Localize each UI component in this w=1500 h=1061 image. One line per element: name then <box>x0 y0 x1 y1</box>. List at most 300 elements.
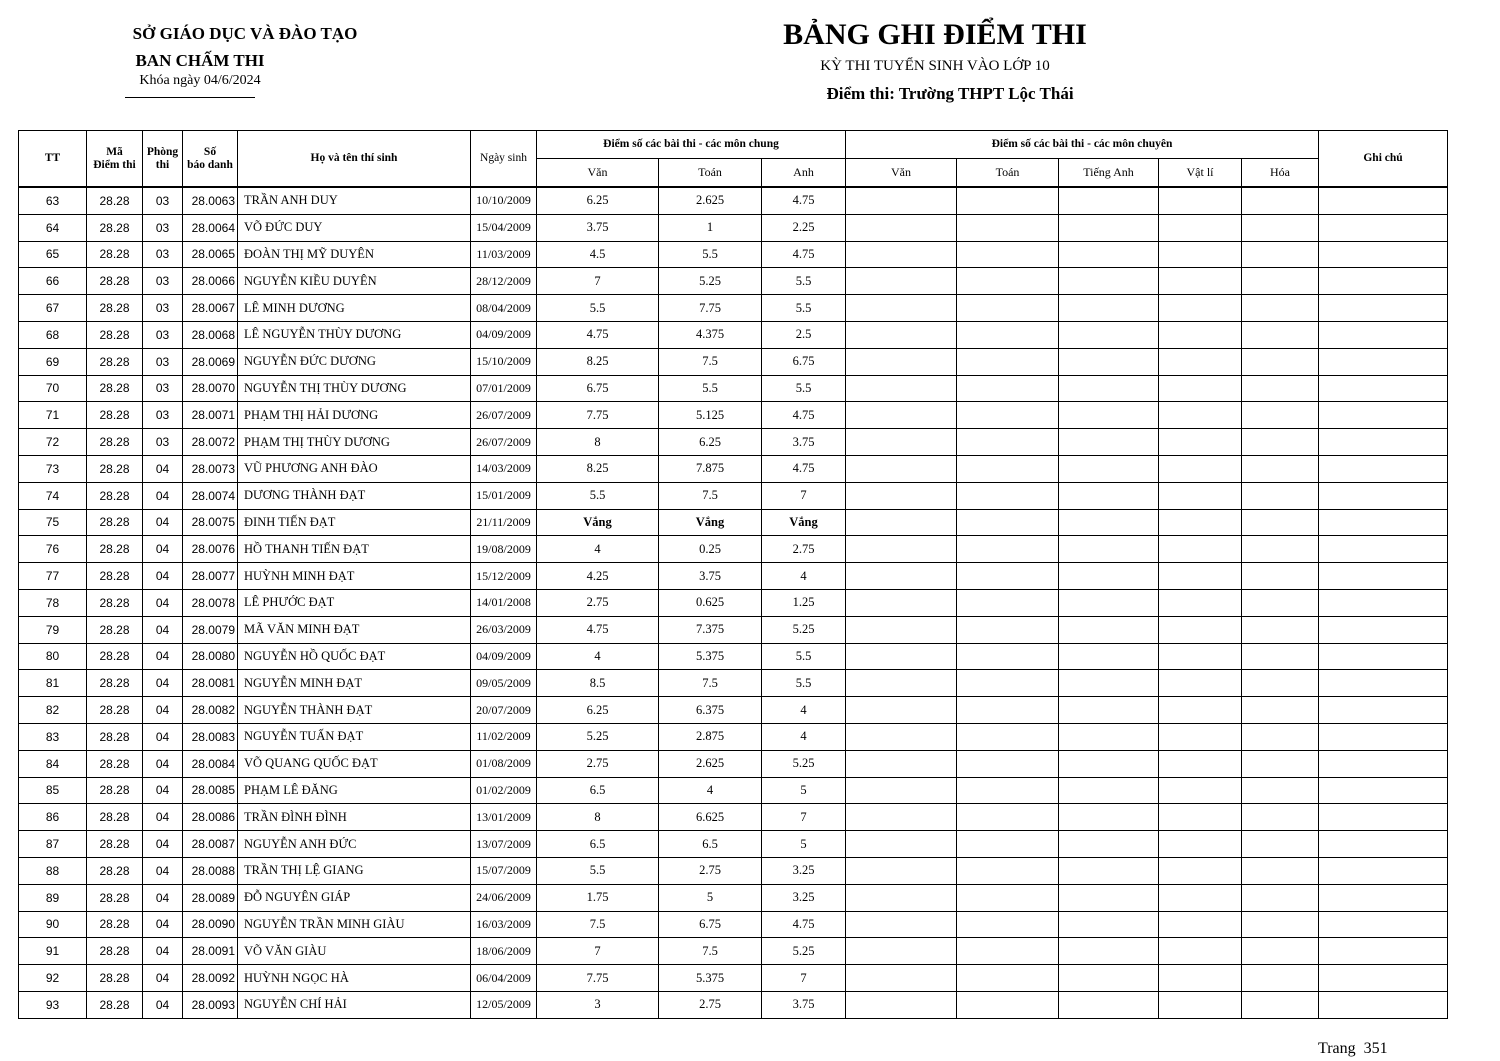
cell-phong-thi: 04 <box>143 563 183 590</box>
cell-chung-toan: 5.375 <box>659 965 762 992</box>
cell-tt: 92 <box>19 965 87 992</box>
cell-chuyen-empty <box>1159 536 1242 563</box>
table-row <box>19 509 1448 536</box>
cell-tt: 90 <box>19 911 87 938</box>
cell-chuyen-empty <box>1059 482 1159 509</box>
cell-tt: 73 <box>19 455 87 482</box>
cell-ma-diem-thi: 28.28 <box>87 348 143 375</box>
cell-chung-van: 7.75 <box>537 402 659 429</box>
cell-chung-anh: 4.75 <box>762 911 846 938</box>
cell-chuyen-empty <box>1159 911 1242 938</box>
cell-chuyen-empty <box>846 804 957 831</box>
cell-ma-diem-thi: 28.28 <box>87 268 143 295</box>
cell-chuyen-empty <box>1159 616 1242 643</box>
cell-chuyen-empty <box>1059 831 1159 858</box>
cell-chung-toan: 6.5 <box>659 831 762 858</box>
cell-tt: 65 <box>19 241 87 268</box>
cell-ma-diem-thi: 28.28 <box>87 857 143 884</box>
cell-chung-van: 8.25 <box>537 348 659 375</box>
cell-so-bao-danh: 28.0086 <box>183 804 238 831</box>
cell-chuyen-empty <box>1059 536 1159 563</box>
table-row <box>19 321 1448 348</box>
col-so-bao-danh: Số báo danh <box>183 131 238 188</box>
cell-tt: 63 <box>19 187 87 214</box>
cell-chung-toan: 3.75 <box>659 563 762 590</box>
col-chung-van: Văn <box>537 159 659 188</box>
cell-tt: 69 <box>19 348 87 375</box>
cell-chung-anh: 3.75 <box>762 991 846 1018</box>
cell-ho-ten: ĐINH TIẾN ĐẠT <box>238 509 471 536</box>
cell-ghi-chu <box>1319 697 1448 724</box>
cell-so-bao-danh: 28.0089 <box>183 884 238 911</box>
cell-tt: 70 <box>19 375 87 402</box>
cell-ma-diem-thi: 28.28 <box>87 563 143 590</box>
cell-chuyen-empty <box>957 348 1059 375</box>
cell-chung-toan: 5.25 <box>659 268 762 295</box>
cell-ma-diem-thi: 28.28 <box>87 750 143 777</box>
cell-phong-thi: 04 <box>143 536 183 563</box>
cell-ho-ten: VÕ ĐỨC DUY <box>238 214 471 241</box>
cell-ghi-chu <box>1319 214 1448 241</box>
cell-chuyen-empty <box>846 616 957 643</box>
cell-chuyen-empty <box>1059 616 1159 643</box>
cell-chung-anh: 5.25 <box>762 616 846 643</box>
cell-chuyen-empty <box>1059 991 1159 1018</box>
cell-chuyen-empty <box>957 777 1059 804</box>
cell-chung-toan: 0.25 <box>659 536 762 563</box>
cell-chuyen-empty <box>1059 938 1159 965</box>
col-ngay-sinh: Ngày sinh <box>471 131 537 188</box>
cell-chuyen-empty <box>846 375 957 402</box>
cell-ma-diem-thi: 28.28 <box>87 509 143 536</box>
cell-chuyen-empty <box>957 214 1059 241</box>
cell-ngay-sinh: 14/01/2008 <box>471 589 537 616</box>
cell-chung-van: 5.5 <box>537 857 659 884</box>
cell-chung-anh: 4 <box>762 723 846 750</box>
cell-chuyen-empty <box>1159 965 1242 992</box>
cell-ngay-sinh: 15/10/2009 <box>471 348 537 375</box>
cell-tt: 93 <box>19 991 87 1018</box>
cell-chuyen-empty <box>1059 911 1159 938</box>
cell-chung-toan: 6.625 <box>659 804 762 831</box>
table-row <box>19 831 1448 858</box>
cell-chung-toan: 5 <box>659 884 762 911</box>
cell-chuyen-empty <box>1242 857 1319 884</box>
table-row <box>19 938 1448 965</box>
cell-chung-van: 4 <box>537 536 659 563</box>
table-row <box>19 965 1448 992</box>
cell-ma-diem-thi: 28.28 <box>87 616 143 643</box>
cell-chung-van: 6.5 <box>537 831 659 858</box>
table-row <box>19 375 1448 402</box>
cell-chuyen-empty <box>846 777 957 804</box>
page-label: Trang <box>1318 1040 1356 1057</box>
cell-phong-thi: 04 <box>143 455 183 482</box>
cell-ho-ten: LÊ PHƯỚC ĐẠT <box>238 589 471 616</box>
cell-chung-toan: 2.625 <box>659 750 762 777</box>
cell-chuyen-empty <box>957 536 1059 563</box>
cell-chuyen-empty <box>1159 187 1242 214</box>
cell-chuyen-empty <box>1059 509 1159 536</box>
cell-chung-van: 5.5 <box>537 295 659 322</box>
cell-ngay-sinh: 20/07/2009 <box>471 697 537 724</box>
cell-chung-anh: Vắng <box>762 509 846 536</box>
cell-chuyen-empty <box>957 670 1059 697</box>
cell-chuyen-empty <box>1242 616 1319 643</box>
cell-chuyen-empty <box>1159 697 1242 724</box>
cell-ngay-sinh: 26/03/2009 <box>471 616 537 643</box>
table-row <box>19 536 1448 563</box>
cell-chung-van: Vắng <box>537 509 659 536</box>
cell-ghi-chu <box>1319 187 1448 214</box>
cell-tt: 78 <box>19 589 87 616</box>
cell-chung-van: 3.75 <box>537 214 659 241</box>
cell-chung-toan: 7.5 <box>659 938 762 965</box>
cell-chuyen-empty <box>846 884 957 911</box>
cell-chung-anh: 2.75 <box>762 536 846 563</box>
cell-chung-anh: 2.5 <box>762 321 846 348</box>
cell-so-bao-danh: 28.0082 <box>183 697 238 724</box>
table-row <box>19 670 1448 697</box>
cell-chuyen-empty <box>1242 509 1319 536</box>
cell-tt: 80 <box>19 643 87 670</box>
cell-phong-thi: 04 <box>143 991 183 1018</box>
org-board: BAN CHẤM THI <box>135 51 265 70</box>
cell-tt: 74 <box>19 482 87 509</box>
cell-phong-thi: 04 <box>143 831 183 858</box>
cell-so-bao-danh: 28.0088 <box>183 857 238 884</box>
cell-chung-van: 7.5 <box>537 911 659 938</box>
cell-phong-thi: 04 <box>143 589 183 616</box>
cell-chung-anh: 4 <box>762 697 846 724</box>
cell-chuyen-empty <box>1059 965 1159 992</box>
cell-chung-van: 6.25 <box>537 187 659 214</box>
cell-ghi-chu <box>1319 804 1448 831</box>
cell-chuyen-empty <box>957 697 1059 724</box>
cell-chuyen-empty <box>1159 295 1242 322</box>
cell-so-bao-danh: 28.0070 <box>183 375 238 402</box>
cell-chuyen-empty <box>1242 884 1319 911</box>
cell-chuyen-empty <box>1059 750 1159 777</box>
cell-chuyen-empty <box>846 723 957 750</box>
cell-ngay-sinh: 04/09/2009 <box>471 321 537 348</box>
cell-ho-ten: NGUYỄN THỊ THÙY DƯƠNG <box>238 375 471 402</box>
cell-ho-ten: PHẠM THỊ THÙY DƯƠNG <box>238 429 471 456</box>
cell-chung-van: 4.75 <box>537 321 659 348</box>
cell-chuyen-empty <box>1242 938 1319 965</box>
cell-chung-van: 2.75 <box>537 750 659 777</box>
col-chuyen-tieng-anh: Tiếng Anh <box>1059 159 1159 188</box>
cell-ma-diem-thi: 28.28 <box>87 804 143 831</box>
cell-chung-van: 8 <box>537 429 659 456</box>
cell-so-bao-danh: 28.0068 <box>183 321 238 348</box>
cell-chung-toan: 1 <box>659 214 762 241</box>
cell-ghi-chu <box>1319 750 1448 777</box>
table-row <box>19 348 1448 375</box>
cell-chung-toan: 7.5 <box>659 482 762 509</box>
col-chung-anh: Anh <box>762 159 846 188</box>
col-chuyen-hoa: Hóa <box>1242 159 1319 188</box>
cell-chuyen-empty <box>846 348 957 375</box>
cell-chung-anh: 4.75 <box>762 402 846 429</box>
cell-chuyen-empty <box>957 938 1059 965</box>
cell-chung-van: 1.75 <box>537 884 659 911</box>
cell-ho-ten: NGUYỄN CHÍ HẢI <box>238 991 471 1018</box>
cell-phong-thi: 04 <box>143 750 183 777</box>
cell-chuyen-empty <box>846 455 957 482</box>
cell-chuyen-empty <box>957 643 1059 670</box>
cell-tt: 77 <box>19 563 87 590</box>
cell-ma-diem-thi: 28.28 <box>87 241 143 268</box>
cell-chuyen-empty <box>1159 750 1242 777</box>
cell-chuyen-empty <box>1159 348 1242 375</box>
cell-chuyen-empty <box>846 295 957 322</box>
cell-ghi-chu <box>1319 268 1448 295</box>
cell-chuyen-empty <box>1059 214 1159 241</box>
cell-chuyen-empty <box>957 857 1059 884</box>
cell-ho-ten: NGUYỄN ANH ĐỨC <box>238 831 471 858</box>
cell-tt: 82 <box>19 697 87 724</box>
cell-chuyen-empty <box>957 402 1059 429</box>
cell-phong-thi: 03 <box>143 187 183 214</box>
cell-ngay-sinh: 15/07/2009 <box>471 857 537 884</box>
cell-ma-diem-thi: 28.28 <box>87 455 143 482</box>
cell-tt: 72 <box>19 429 87 456</box>
cell-so-bao-danh: 28.0079 <box>183 616 238 643</box>
cell-chung-anh: 4.75 <box>762 187 846 214</box>
cell-ma-diem-thi: 28.28 <box>87 911 143 938</box>
cell-chung-van: 4.25 <box>537 563 659 590</box>
cell-tt: 64 <box>19 214 87 241</box>
cell-chuyen-empty <box>1159 455 1242 482</box>
cell-ho-ten: DƯƠNG THÀNH ĐẠT <box>238 482 471 509</box>
cell-chuyen-empty <box>1159 241 1242 268</box>
cell-chuyen-empty <box>1059 429 1159 456</box>
cell-tt: 79 <box>19 616 87 643</box>
cell-so-bao-danh: 28.0090 <box>183 911 238 938</box>
cell-ma-diem-thi: 28.28 <box>87 536 143 563</box>
cell-chung-van: 8.25 <box>537 455 659 482</box>
cell-chuyen-empty <box>957 295 1059 322</box>
table-row <box>19 777 1448 804</box>
cell-chuyen-empty <box>1242 455 1319 482</box>
cell-phong-thi: 03 <box>143 348 183 375</box>
cell-ma-diem-thi: 28.28 <box>87 402 143 429</box>
cell-ghi-chu <box>1319 831 1448 858</box>
cell-chung-van: 5.25 <box>537 723 659 750</box>
cell-ghi-chu <box>1319 911 1448 938</box>
cell-ho-ten: TRẦN THỊ LỆ GIANG <box>238 857 471 884</box>
cell-chuyen-empty <box>1242 965 1319 992</box>
cell-chung-anh: 5.5 <box>762 268 846 295</box>
cell-chung-anh: 3.75 <box>762 429 846 456</box>
cell-chuyen-empty <box>1242 563 1319 590</box>
cell-chuyen-empty <box>1059 375 1159 402</box>
cell-so-bao-danh: 28.0085 <box>183 777 238 804</box>
table-row <box>19 455 1448 482</box>
cell-chuyen-empty <box>1159 402 1242 429</box>
cell-chuyen-empty <box>846 536 957 563</box>
cell-chuyen-empty <box>957 375 1059 402</box>
cell-chung-van: 2.75 <box>537 589 659 616</box>
cell-ma-diem-thi: 28.28 <box>87 643 143 670</box>
cell-chuyen-empty <box>1242 348 1319 375</box>
cell-chuyen-empty <box>846 241 957 268</box>
cell-chuyen-empty <box>846 187 957 214</box>
cell-chuyen-empty <box>1159 321 1242 348</box>
cell-ho-ten: HỒ THANH TIẾN ĐẠT <box>238 536 471 563</box>
cell-ngay-sinh: 01/02/2009 <box>471 777 537 804</box>
table-row <box>19 884 1448 911</box>
cell-so-bao-danh: 28.0067 <box>183 295 238 322</box>
cell-ghi-chu <box>1319 857 1448 884</box>
header-underline <box>125 97 255 98</box>
cell-ma-diem-thi: 28.28 <box>87 723 143 750</box>
cell-chuyen-empty <box>1242 991 1319 1018</box>
cell-ma-diem-thi: 28.28 <box>87 482 143 509</box>
cell-chung-van: 3 <box>537 991 659 1018</box>
cell-chuyen-empty <box>1159 777 1242 804</box>
cell-ngay-sinh: 12/05/2009 <box>471 991 537 1018</box>
cell-so-bao-danh: 28.0078 <box>183 589 238 616</box>
cell-ghi-chu <box>1319 455 1448 482</box>
table-row <box>19 616 1448 643</box>
cell-chung-anh: 2.25 <box>762 214 846 241</box>
cell-chung-anh: 1.25 <box>762 589 846 616</box>
cell-chuyen-empty <box>1242 187 1319 214</box>
cell-chuyen-empty <box>1242 536 1319 563</box>
cell-ngay-sinh: 15/12/2009 <box>471 563 537 590</box>
cell-phong-thi: 04 <box>143 509 183 536</box>
cell-tt: 84 <box>19 750 87 777</box>
cell-chuyen-empty <box>957 589 1059 616</box>
col-chuyen-toan: Toán <box>957 159 1059 188</box>
cell-chuyen-empty <box>1059 241 1159 268</box>
page-number: 351 <box>1363 1040 1388 1057</box>
cell-ngay-sinh: 28/12/2009 <box>471 268 537 295</box>
col-ghi-chu: Ghi chú <box>1319 131 1448 188</box>
cell-ma-diem-thi: 28.28 <box>87 321 143 348</box>
cell-chuyen-empty <box>1059 402 1159 429</box>
cell-chung-van: 6.5 <box>537 777 659 804</box>
cell-chuyen-empty <box>957 991 1059 1018</box>
cell-chung-toan: 5.375 <box>659 643 762 670</box>
table-row <box>19 804 1448 831</box>
cell-chung-anh: 5.5 <box>762 670 846 697</box>
cell-tt: 68 <box>19 321 87 348</box>
cell-chung-toan: 2.75 <box>659 857 762 884</box>
cell-chuyen-empty <box>957 482 1059 509</box>
cell-chung-anh: 4.75 <box>762 455 846 482</box>
table-row <box>19 214 1448 241</box>
cell-chuyen-empty <box>1059 670 1159 697</box>
cell-chuyen-empty <box>957 616 1059 643</box>
score-table <box>18 130 1448 1019</box>
cell-chuyen-empty <box>1242 321 1319 348</box>
cell-tt: 91 <box>19 938 87 965</box>
cell-so-bao-danh: 28.0074 <box>183 482 238 509</box>
cell-so-bao-danh: 28.0081 <box>183 670 238 697</box>
cell-so-bao-danh: 28.0072 <box>183 429 238 456</box>
table-row <box>19 643 1448 670</box>
cell-chuyen-empty <box>1242 804 1319 831</box>
cell-ho-ten: PHẠM THỊ HẢI DƯƠNG <box>238 402 471 429</box>
exam-subtitle: KỲ THI TUYỂN SINH VÀO LỚP 10 <box>820 58 1050 74</box>
cell-chuyen-empty <box>1242 429 1319 456</box>
cell-phong-thi: 04 <box>143 697 183 724</box>
cell-chung-toan: 4 <box>659 777 762 804</box>
cell-ngay-sinh: 01/08/2009 <box>471 750 537 777</box>
cell-ho-ten: LÊ NGUYỄN THÙY DƯƠNG <box>238 321 471 348</box>
cell-chuyen-empty <box>957 455 1059 482</box>
cell-phong-thi: 04 <box>143 884 183 911</box>
cell-chuyen-empty <box>1059 643 1159 670</box>
cell-so-bao-danh: 28.0092 <box>183 965 238 992</box>
cell-chung-anh: 5.5 <box>762 643 846 670</box>
table-row <box>19 241 1448 268</box>
cell-phong-thi: 04 <box>143 911 183 938</box>
cell-chuyen-empty <box>1159 991 1242 1018</box>
cell-chung-van: 7.75 <box>537 965 659 992</box>
cell-chung-anh: 7 <box>762 965 846 992</box>
cell-chuyen-empty <box>1059 884 1159 911</box>
cell-ghi-chu <box>1319 616 1448 643</box>
cell-chuyen-empty <box>1159 670 1242 697</box>
cell-so-bao-danh: 28.0066 <box>183 268 238 295</box>
cell-chuyen-empty <box>957 321 1059 348</box>
table-row <box>19 429 1448 456</box>
cell-chung-toan: 7.75 <box>659 295 762 322</box>
cell-ho-ten: NGUYỄN TRẦN MINH GIÀU <box>238 911 471 938</box>
cell-tt: 67 <box>19 295 87 322</box>
cell-chuyen-empty <box>846 911 957 938</box>
cell-ghi-chu <box>1319 509 1448 536</box>
table-row <box>19 268 1448 295</box>
cell-ho-ten: ĐỖ NGUYÊN GIÁP <box>238 884 471 911</box>
cell-chuyen-empty <box>1059 187 1159 214</box>
col-chung-toan: Toán <box>659 159 762 188</box>
cell-chuyen-empty <box>957 965 1059 992</box>
cell-ho-ten: NGUYỄN ĐỨC DƯƠNG <box>238 348 471 375</box>
cell-phong-thi: 04 <box>143 670 183 697</box>
page-footer <box>1318 1040 1388 1058</box>
cell-chuyen-empty <box>1159 857 1242 884</box>
cell-phong-thi: 03 <box>143 241 183 268</box>
cell-chuyen-empty <box>846 643 957 670</box>
cell-tt: 75 <box>19 509 87 536</box>
col-chuyen-vat-li: Vật lí <box>1159 159 1242 188</box>
cell-chung-van: 4 <box>537 643 659 670</box>
cell-chung-van: 8 <box>537 804 659 831</box>
cell-ngay-sinh: 16/03/2009 <box>471 911 537 938</box>
cell-chung-anh: 5 <box>762 777 846 804</box>
cell-chuyen-empty <box>1059 268 1159 295</box>
cell-so-bao-danh: 28.0063 <box>183 187 238 214</box>
cell-ghi-chu <box>1319 938 1448 965</box>
cell-chuyen-empty <box>957 187 1059 214</box>
cell-ngay-sinh: 13/01/2009 <box>471 804 537 831</box>
cell-ghi-chu <box>1319 375 1448 402</box>
cell-ghi-chu <box>1319 884 1448 911</box>
cell-chuyen-empty <box>957 750 1059 777</box>
cell-chuyen-empty <box>957 804 1059 831</box>
table-row <box>19 589 1448 616</box>
cell-chung-van: 4.5 <box>537 241 659 268</box>
cell-phong-thi: 03 <box>143 214 183 241</box>
cell-chuyen-empty <box>1059 455 1159 482</box>
cell-ho-ten: TRẦN ANH DUY <box>238 187 471 214</box>
cell-chung-anh: 5.25 <box>762 750 846 777</box>
